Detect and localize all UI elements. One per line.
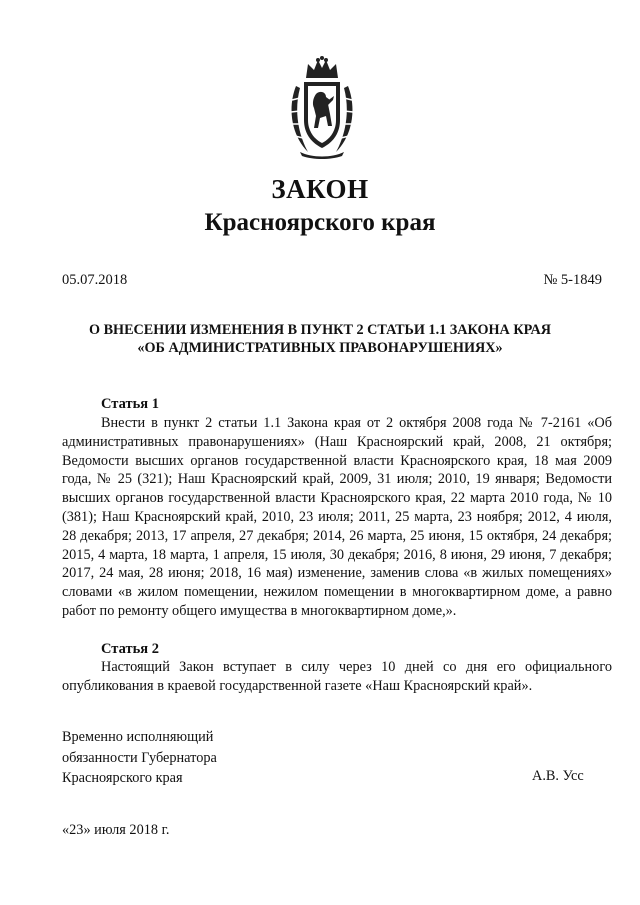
law-date: 05.07.2018 [62,272,128,288]
signatory-title [62,727,217,789]
signing-date: «23» июля 2018 г. [62,822,170,838]
signatory-title-line-1: Временно исполняющий [62,729,214,745]
document-subtitle: Красноярского края [204,209,436,236]
coat-of-arms-icon [286,56,358,160]
law-number: № 5-1849 [543,272,602,288]
signatory-title-line-3: Красноярского края [62,770,183,786]
article-2-text: Настоящий Закон вступает в силу через 10 дней со дня его официального опубликования в краевой государственной газете «Наш Красноярский край». [62,659,612,694]
article-2-heading: Статья 2 [101,641,159,657]
signatory-name: А.В. Усс [532,768,584,784]
signatory-title-line-2: обязанности Губернатора [62,749,217,766]
document-title: ЗАКОН [271,174,369,204]
article-1-heading: Статья 1 [101,396,159,412]
law-subject-line-2: «ОБ АДМИНИСТРАТИВНЫХ ПРАВОНАРУШЕНИЯХ» [137,340,503,356]
law-subject-line-1: О ВНЕСЕНИИ ИЗМЕНЕНИЯ В ПУНКТ 2 СТАТЬИ 1.1 ЗАКОНА КРАЯ [89,322,551,338]
article-1-text: Внести в пункт 2 статьи 1.1 Закона края от 2 октября 2008 года № 7-2161 «Об административных правонарушениях» (Наш Красноярский край, 2008, 21 октября; Ведомости высших органов государственной власти Красноярского края, 18 мая 2009 года, № 25 (321); Наш Красноярский край, 2009, 31 июля; 2010, 19 января; Ведомости высших органов государственной власти Красноярского края, 22 марта 2010 года, № 10 (381); Наш Красноярский край, 2010, 23 июля; 2011, 25 марта, 23 ноября; 2012, 4 июля, 28 декабря; 2013, 17 апреля, 27 декабря; 2014, 26 марта, 25 июня, 15 октября, 24 декабря; 2015, 4 марта, 18 марта, 1 апреля, 15 июля, 30 декабря; 2016, 8 июня, 29 июня, 7 декабря; 2017, 24 мая, 28 июня; 2018, 16 мая) изменение, заменив слова «в жилых помещениях» словами «в жилом помещении, нежилом помещении в многоквартирном доме, а равно работ по ремонту общего имущества в многоквартирном доме,». [62,415,612,619]
law-subject [40,321,600,357]
